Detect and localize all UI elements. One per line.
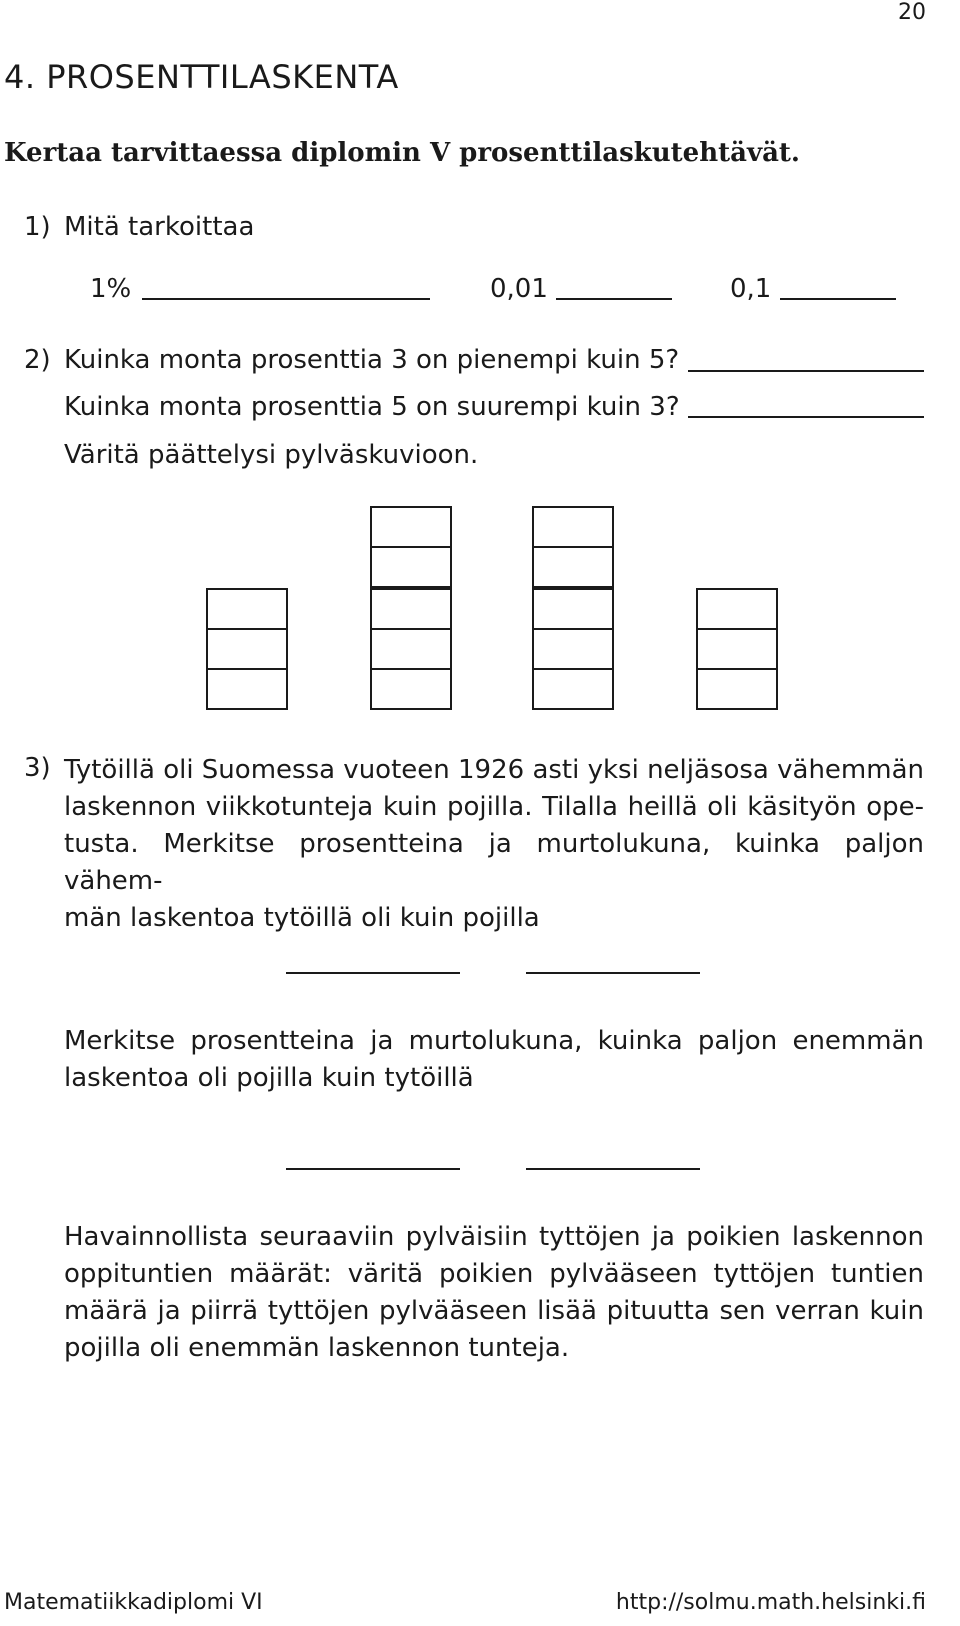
task3-number: 3) [24,753,51,783]
text-line: laskentoa oli pojilla kuin tytöillä [64,1063,474,1093]
bar-box[interactable] [696,588,778,630]
instruction-text: Kertaa tarvittaessa diplomin V prosenttilaskutehtävät. [4,138,800,168]
task3-paragraph-1 [64,752,924,937]
bar-box[interactable] [370,628,452,670]
task3-answer-blank-4[interactable] [526,1168,700,1170]
footer-url[interactable]: http://solmu.math.helsinki.fi [615,1590,926,1615]
bar-box[interactable] [206,628,288,670]
task2-question-1: Kuinka monta prosenttia 3 on pienempi kuin 5? [64,345,680,375]
task2-instruction: Väritä päättelysi pylväskuvioon. [64,440,479,470]
task3-paragraph-3 [64,1219,924,1367]
text-line: Tytöillä oli Suomessa vuoteen 1926 asti yksi neljäsosa vähemmän [64,755,924,785]
task1-answer-blank-1[interactable] [142,298,430,300]
text-line: Merkitse prosentteina ja murtolukuna, kuinka paljon enemmän [64,1026,924,1056]
text-line: laskennon viikkotunteja kuin pojilla. Tilalla heillä oli käsityön ope- [64,792,924,822]
bar-box[interactable] [370,506,452,548]
task2-answer-blank-1[interactable] [688,370,924,372]
task2-number: 2) [24,345,51,375]
bar-box[interactable] [206,588,288,630]
bar-box[interactable] [370,668,452,710]
task1-number: 1) [24,212,51,242]
bar-box[interactable] [532,506,614,548]
task1-item-percent: 1% [90,274,132,304]
task2-question-2: Kuinka monta prosenttia 5 on suurempi kuin 3? [64,392,680,422]
bar-box[interactable] [370,588,452,630]
task1-item-decimal-01: 0,1 [730,274,772,304]
task3-answer-blank-1[interactable] [286,972,460,974]
bar-box[interactable] [696,668,778,710]
task2-answer-blank-2[interactable] [688,416,924,418]
section-title: 4. PROSENTTILASKENTA [4,58,399,96]
bar-box[interactable] [696,628,778,670]
task1-answer-blank-2[interactable] [556,298,672,300]
text-line: pojilla oli enemmän laskennon tunteja. [64,1333,570,1363]
task1-question: Mitä tarkoittaa [64,212,255,242]
text-line: määrä ja piirrä tyttöjen pylvääseen lisää pituutta sen verran kuin [64,1296,924,1326]
text-line: män laskentoa tytöillä oli kuin pojilla [64,903,540,933]
text-line: oppituntien määrät: väritä poikien pylvääseen tyttöjen tuntien [64,1259,924,1289]
task3-paragraph-2 [64,1023,924,1097]
footer-title: Matematiikkadiplomi VI [4,1590,263,1615]
bar-box[interactable] [532,546,614,588]
bar-box[interactable] [370,546,452,588]
task1-answer-blank-3[interactable] [780,298,896,300]
task3-answer-blank-2[interactable] [526,972,700,974]
bar-box[interactable] [532,628,614,670]
bar-box[interactable] [532,668,614,710]
task3-answer-blank-3[interactable] [286,1168,460,1170]
bar-box[interactable] [206,668,288,710]
task1-item-decimal-001: 0,01 [490,274,548,304]
text-line: Havainnollista seuraaviin pylväisiin tyttöjen ja poikien laskennon [64,1222,924,1252]
text-line: tusta. Merkitse prosentteina ja murtolukuna, kuinka paljon vähem- [64,829,924,896]
bar-box[interactable] [532,588,614,630]
page-number: 20 [898,0,926,25]
